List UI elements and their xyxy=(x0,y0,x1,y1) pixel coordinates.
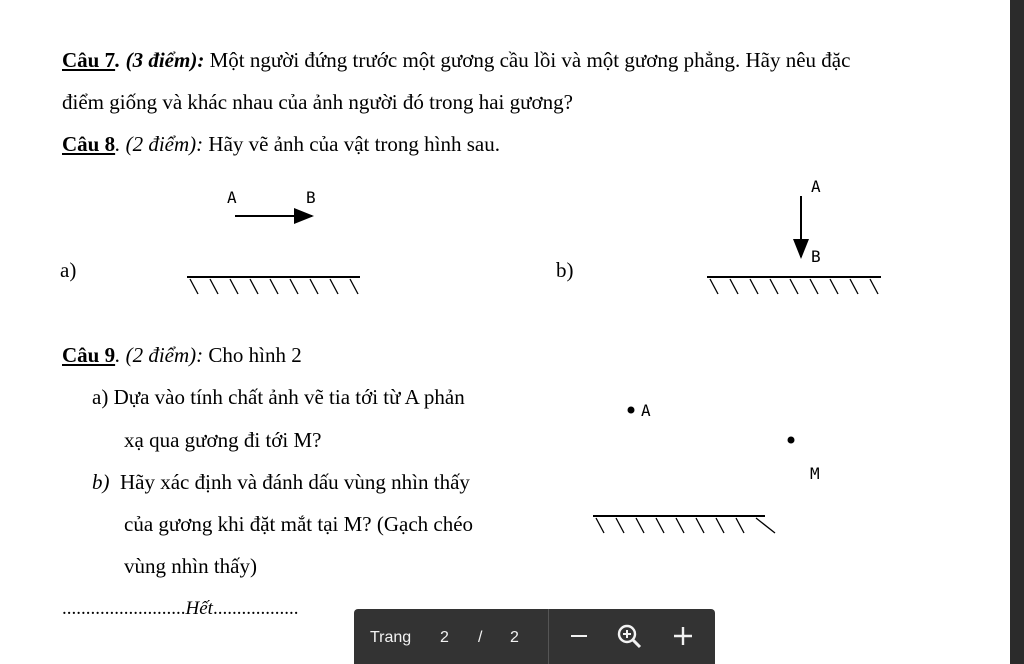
q9-text: Cho hình 2 xyxy=(203,343,302,367)
fig-a-point-b: B xyxy=(306,188,316,207)
q9-item-b-2: của gương khi đặt mắt tại M? (Gạch chéo xyxy=(124,512,474,536)
fig-b-mirror xyxy=(707,277,881,294)
fig-b-point-a: A xyxy=(811,177,821,196)
q9-item-a-1: a) Dựa vào tính chất ảnh vẽ tia tới từ A phản xyxy=(92,385,465,409)
zoom-fit-button[interactable] xyxy=(614,621,644,651)
end-dots-left: .......................... xyxy=(62,598,186,619)
fig2-point-a: A xyxy=(641,401,651,420)
q9-item-b-3: vùng nhìn thấy) xyxy=(124,554,257,578)
q7-text-1: Một người đứng trước một gương cầu lồi và một gương phẳng. Hãy nêu đặc xyxy=(204,48,851,72)
q8-text: Hãy vẽ ảnh của vật trong hình sau. xyxy=(203,132,501,156)
fig2-point-m: M xyxy=(810,464,820,483)
zoom-icon xyxy=(614,621,644,651)
zoom-out-button[interactable] xyxy=(564,621,594,651)
q9-item-b-marker: b) xyxy=(92,470,110,494)
fig-a-mirror xyxy=(187,277,360,294)
q9-item-a-2: xạ qua gương đi tới M? xyxy=(124,428,322,452)
total-pages: 2 xyxy=(510,629,519,646)
q9-label: Câu 9 xyxy=(62,343,116,367)
fig-b-label: b) xyxy=(556,258,574,282)
end-text: Hết xyxy=(185,598,213,619)
q9-points: . (2 điểm): xyxy=(115,343,204,367)
q7-text-2: điểm giống và khác nhau của ảnh người đó trong hai gương? xyxy=(62,90,573,114)
page-separator: / xyxy=(478,629,483,646)
minus-icon xyxy=(564,621,594,651)
fig2-mirror xyxy=(593,516,775,533)
fig-a-label: a) xyxy=(60,258,77,282)
fig2-dot-a xyxy=(628,407,635,414)
q8-points: . (2 điểm): xyxy=(115,132,204,156)
page-label: Trang xyxy=(370,629,412,646)
current-page-input[interactable]: 2 xyxy=(440,629,449,646)
fig-b-point-b: B xyxy=(811,247,821,266)
plus-icon xyxy=(668,621,698,651)
toolbar-divider xyxy=(548,609,549,664)
q7-points: . (3 điểm): xyxy=(115,48,205,72)
fig-a-point-a: A xyxy=(227,188,237,207)
pdf-toolbar xyxy=(354,609,715,664)
q8-label: Câu 8 xyxy=(62,132,116,156)
q7-label: Câu 7 xyxy=(62,48,116,72)
zoom-in-button[interactable] xyxy=(668,621,698,651)
end-dots-right: .................. xyxy=(212,598,299,619)
fig2-dot-m xyxy=(788,437,795,444)
q9-item-b-text: Hãy xác định và đánh dấu vùng nhìn thấy xyxy=(120,470,470,494)
